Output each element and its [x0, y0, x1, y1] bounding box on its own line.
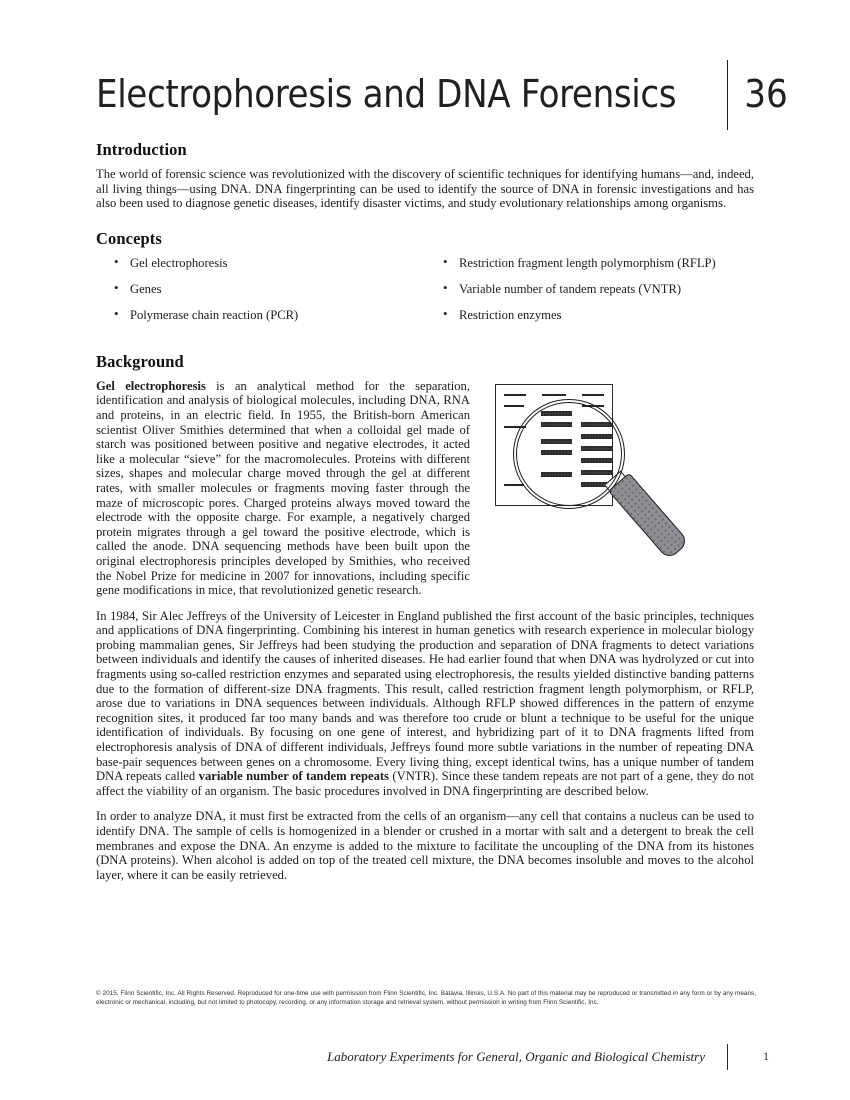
bullet-icon: • [114, 305, 119, 321]
background-lead-term: Gel electrophoresis [96, 378, 206, 393]
concept-label: Restriction enzymes [459, 307, 562, 322]
gel-band [504, 394, 526, 396]
concepts-column-left [96, 253, 425, 334]
background-paragraph-3: In order to analyze DNA, it must first be extracted from the cells of an organism—any cell that contains a nucleus can be used to identify DNA. The sample of cells is homogenized in a blender or crushed in a mortar with salt and a detergent to break the cell membranes and expose the DNA. An enzyme is added to the mixture to facilitate the uncoupling of the DNA from its histones (DNA proteins). When alcohol is added on top of the treated cell mixture, the DNA becomes insoluble and moves to the alcohol layer, where it can be easily retrieved. [96, 809, 754, 882]
section-introduction [96, 140, 754, 211]
magnifier-lens-inner-ring [516, 402, 622, 506]
copyright-notice: © 2015, Flinn Scientific, Inc. All Rights Reserved. Reproduced for one-time use with permission from Flinn Scientific, Inc. Batavia, Illinois, U.S.A. No part of this material may be reproduced or transmitted in any form or by any means, electronic or mechanical, including, but not limited to photocopy, recording, or any information storage and retrieval system, without permission in writing from Flinn Scientific, Inc. [96, 990, 756, 1006]
gel-electrophoresis-figure [480, 381, 754, 605]
concepts-heading: Concepts [96, 228, 162, 248]
concept-label: Genes [130, 281, 162, 296]
concepts-grid [96, 253, 754, 334]
gel-band [504, 405, 524, 407]
section-background [96, 352, 754, 883]
chapter-number: 36 [744, 72, 788, 117]
concept-label: Restriction fragment length polymorphism (RFLP) [459, 255, 716, 270]
bullet-icon: • [114, 253, 119, 269]
bullet-icon: • [443, 279, 448, 295]
background-paragraph-2 [96, 609, 754, 799]
list-item [425, 305, 754, 334]
list-item [96, 253, 425, 282]
concept-label: Variable number of tandem repeats (VNTR) [459, 281, 682, 296]
document-body [96, 140, 754, 900]
concept-label: Polymerase chain reaction (PCR) [130, 307, 299, 322]
vntr-bold-term: variable number of tandem repeats [198, 769, 389, 784]
concepts-column-right [425, 253, 754, 334]
bullet-icon: • [443, 305, 448, 321]
concept-label: Gel electrophoresis [130, 255, 228, 270]
magnifier-handle [608, 472, 689, 560]
background-heading: Background [96, 351, 184, 371]
gel-band [582, 394, 604, 396]
background-paragraph-1-text: is an analytical method for the separation, identification and analysis of biological molecules, including DNA, RNA and proteins, in an electric field. In 1955, the British-born American scientist Oliver Smithies determined that when a colloidal gel made of starch was positioned between positive and negative electrodes, it acted like a molecular “sieve” for the macromolecules. Proteins with different sizes, shapes and molecular charge moved through the gel at different rates, with smaller molecules or fragments moving faster through the maze of microscopic pores. Charged proteins always moved toward the electrode with the opposite charge. For example, a negatively charged protein migrates through a gel toward the positive electrode, which is called the anode. DNA sequencing methods have been built upon the original electrophoresis principles developed by Smithies, who received the Nobel Prize for medicine in 2007 for innovations, including specific gene modifications in mice, that revolutionized genetic research. [96, 378, 470, 598]
list-item [96, 279, 425, 308]
introduction-heading: Introduction [96, 140, 187, 159]
introduction-paragraph: The world of forensic science was revolutionized with the discovery of scientific techniques for identifying humans—and, indeed, all living things—using DNA. DNA fingerprinting can be used to identify the source of DNA in forensic investigations and has also been used to diagnose genetic diseases, identify disaster victims, and study evolutionary relationships among organisms. [96, 167, 754, 211]
book-title: Laboratory Experiments for General, Organic and Biological Chemistry [327, 1049, 705, 1064]
background-paragraph-2-part1: In 1984, Sir Alec Jeffreys of the University of Leicester in England published the first account of the basic principles, techniques and applications of DNA fingerprinting. Combining his interest in human genetics with research experience in molecular biology probing mammalian genes, Sir Jeffreys had been studying the production and separation of DNA fragments to detect variations between individuals and identify the causes of inherited diseases. He had earlier found that when DNA was hydrolyzed or cut into fragments using so-called restriction enzymes and separated using electrophoresis, the results yielded distinctive banding patterns due to the formation of different-size DNA fragments. This result, called restriction fragment length polymorphism, or RFLP, arose due to variations in DNA sequences between individuals. Although RFLP showed differences in the pattern of enzyme recognition sites, it produced far too many bands and was therefore too crude or blunt a technique to be useful for the unique identification of individuals. By focusing on one gene of interest, and hybridizing part of it to DNA fragments lifted from electrophoresis analysis of DNA of different individuals, Jeffreys found more subtle variations in the number of repeating DNA base-pair sequences between genes on a chromosome. Every living thing, except identical twins, has a unique number of tandem DNA repeats called [96, 608, 754, 784]
list-item [96, 305, 425, 334]
page-header [96, 58, 804, 132]
bullet-icon: • [114, 279, 119, 295]
page-footer [96, 1044, 804, 1070]
bullet-icon: • [443, 253, 448, 269]
page-title: Electrophoresis and DNA Forensics [96, 72, 677, 117]
section-concepts [96, 229, 754, 334]
background-paragraph-2-part2: (VNTR). Since these tandem repeats are not part of a gene, they do not affect the viability of an organism. The basic procedures involved in DNA fingerprinting are described below. [96, 769, 754, 798]
list-item [425, 253, 754, 282]
list-item [425, 279, 754, 308]
gel-band [504, 484, 524, 486]
gel-band [542, 394, 566, 396]
page-number: 1 [763, 1051, 769, 1063]
